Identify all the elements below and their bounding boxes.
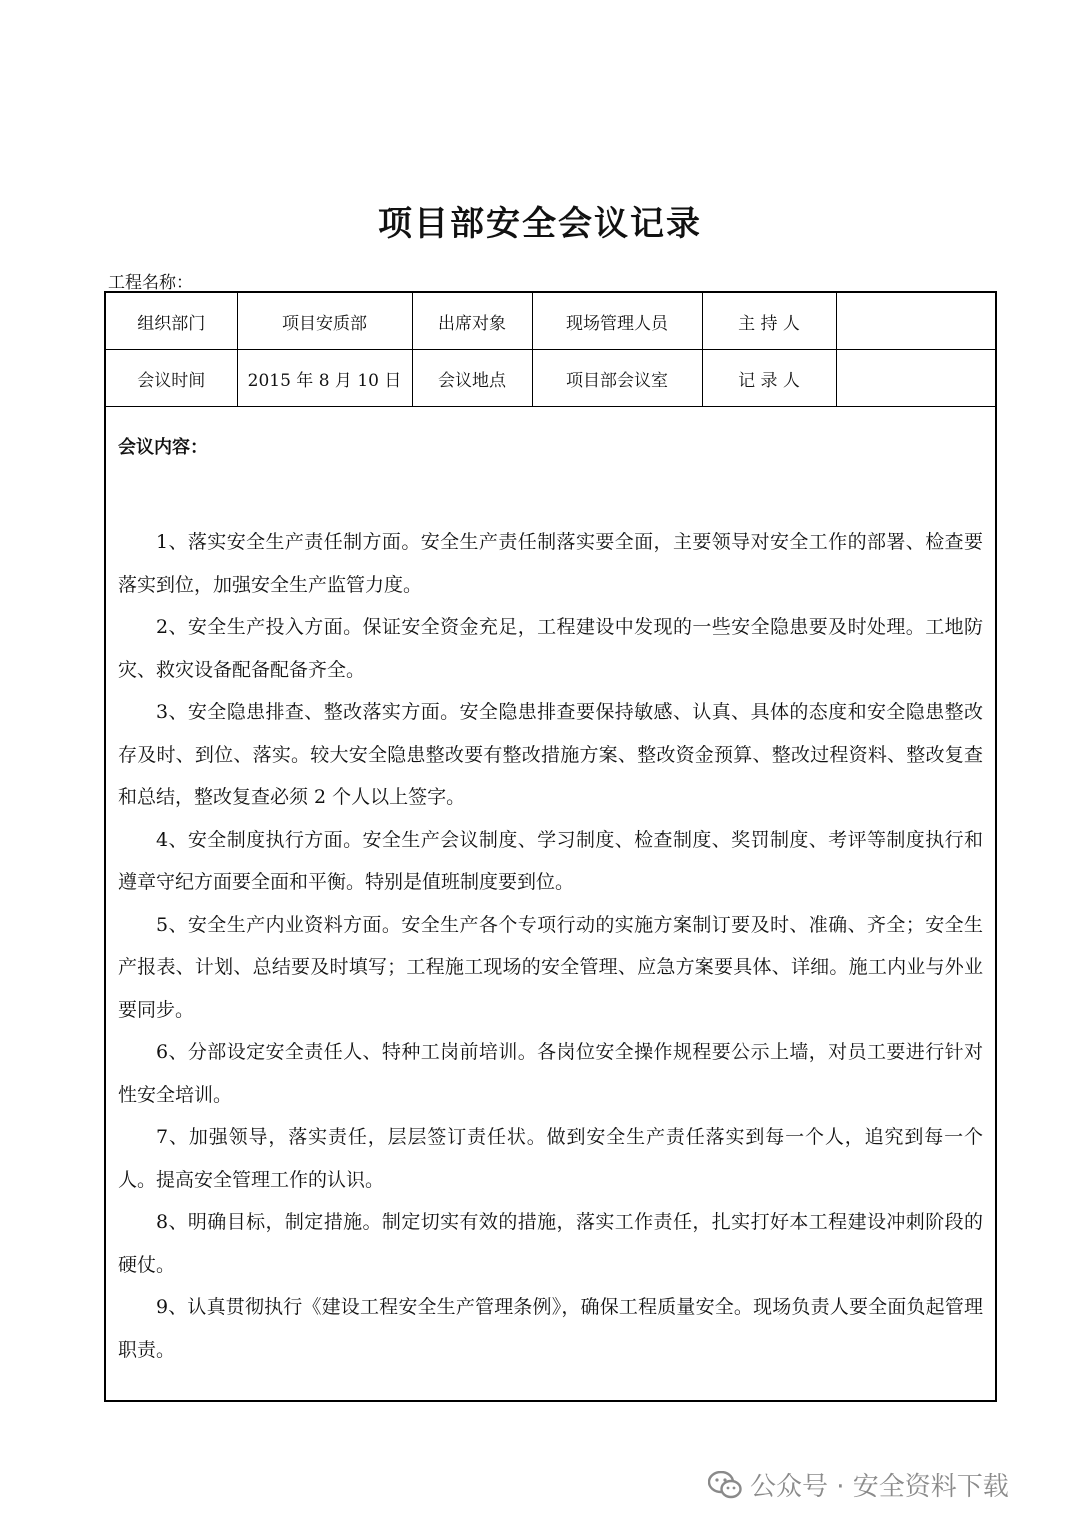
content-item: 7、加强领导，落实责任，层层签订责任状。做到安全生产责任落实到每一个人，追究到每一个人。提高安全管理工作的认识。 (118, 1126, 983, 1191)
watermark (708, 1466, 1009, 1503)
org-dept-label: 组织部门 (106, 293, 237, 350)
meeting-time-label: 会议时间 (106, 350, 237, 407)
watermark-text: 公众号 · 安全资料下载 (750, 1472, 1009, 1502)
content-item: 4、安全制度执行方面。安全生产会议制度、学习制度、检查制度、奖罚制度、考评等制度执行和遵章守纪方面要全面和平衡。特别是值班制度要到位。 (118, 828, 983, 893)
content-item: 9、认真贯彻执行《建设工程安全生产管理条例》，确保工程质量安全。现场负责人要全面负起管理职责。 (118, 1296, 983, 1361)
content-item: 2、安全生产投入方面。保证安全资金充足，工程建设中发现的一些安全隐患要及时处理。工地防灾、救灾设备配备配备齐全。 (118, 616, 983, 681)
project-name-label: 工程名称： (108, 273, 193, 293)
meeting-place-label: 会议地点 (412, 350, 532, 407)
content-item: 3、安全隐患排查、整改落实方面。安全隐患排查要保持敏感、认真、具体的态度和安全隐患整改存及时、到位、落实。较大安全隐患整改要有整改措施方案、整改资金预算、整改过程资料、整改复查和总结，整改复查必须 2 个人以上签字。 (118, 701, 983, 808)
content-item: 5、安全生产内业资料方面。安全生产各个专项行动的实施方案制订要及时、准确、齐全；安全生产报表、计划、总结要及时填写；工程施工现场的安全管理、应急方案要具体、详细。施工内业与外业要同步。 (118, 913, 983, 1021)
table-row (106, 350, 997, 407)
content-item: 1、落实安全生产责任制方面。安全生产责任制落实要全面，主要领导对安全工作的部署、检查要落实到位，加强安全生产监管力度。 (118, 531, 983, 596)
meeting-place-value: 项目部会议室 (532, 350, 702, 407)
header-table (106, 293, 997, 407)
recorder-value (836, 350, 997, 407)
wechat-icon (708, 1471, 742, 1499)
page-title: 项目部安全会议记录 (378, 204, 702, 244)
host-label: 主 持 人 (702, 293, 836, 350)
meeting-record-form (104, 291, 997, 1402)
meeting-content (106, 407, 995, 1371)
recorder-label: 记 录 人 (702, 350, 836, 407)
table-row (106, 293, 997, 350)
attendees-value: 现场管理人员 (532, 293, 702, 350)
content-item: 6、分部设定安全责任人、特种工岗前培训。各岗位安全操作规程要公示上墙，对员工要进行针对性安全培训。 (118, 1041, 983, 1106)
org-dept-value: 项目安质部 (237, 293, 412, 350)
meeting-time-value: 2015 年 8 月 10 日 (237, 350, 412, 407)
host-value (836, 293, 997, 350)
attendees-label: 出席对象 (412, 293, 532, 350)
content-item: 8、明确目标，制定措施。制定切实有效的措施，落实工作责任，扎实打好本工程建设冲刺阶段的硬仗。 (118, 1211, 983, 1276)
content-label: 会议内容： (118, 437, 208, 458)
